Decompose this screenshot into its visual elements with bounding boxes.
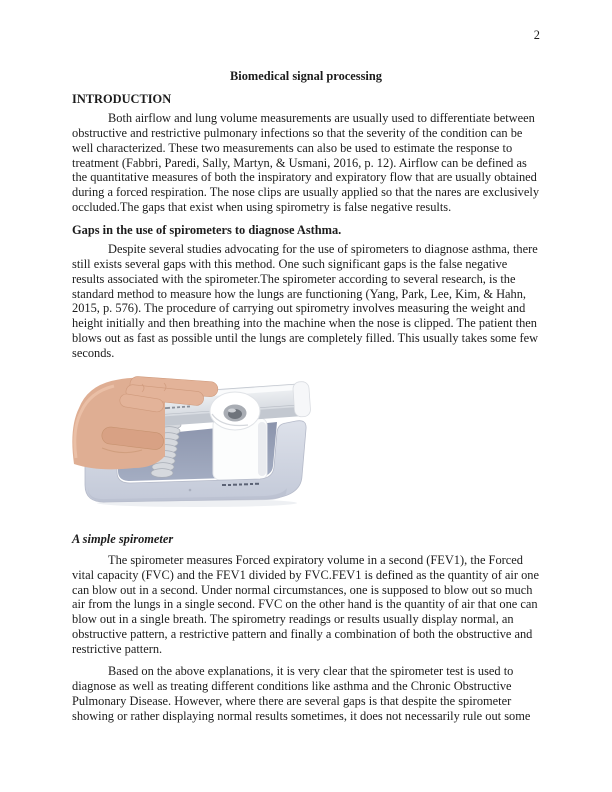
base-screw-dot (189, 489, 192, 492)
figure-caption: A simple spirometer (72, 532, 174, 547)
heading-gaps: Gaps in the use of spirometers to diagnose Asthma. (72, 222, 342, 237)
page-number: 2 (533, 28, 540, 42)
spirometer-photo-illustration (72, 368, 312, 508)
spirometer-figure (72, 368, 312, 508)
heading-introduction: INTRODUCTION (72, 91, 172, 106)
paragraph-fev-explanation: The spirometer measures Forced expiratory volume in a second (FEV1), the Forced vital capacity (FVC) and the FEV1 divided by FVC.FEV1 is defined as the quantity of air one can blow out in a second. Under normal circumstances, one is supposed to blow out so much air from the lungs in a single second. FVC on the other hand is the quantity of air that one can blow out in a single breath. The spirometry readings or results usually display normal, an obstructive pattern, a restrictive pattern and finally a combination of both the obstructive and restrictive pattern. (72, 553, 539, 656)
paragraph-spirometer-gaps: Despite several studies advocating for the use of spirometers to diagnose asthma, there still exists several gaps with this method. One such significant gaps is the false negative results associated with the spirometer.The spirometer according to several research, is the standard method to measure how the lungs are functioning (Yang, Park, Lee, Kim, & Hahn, 2015, p. 576). The procedure of carrying out spirometry involves measuring the weight and height initially and then breathing into the machine when the nose is clipped. The patient then blows out as fast as possible until the lungs are completely filled. This usually takes some few seconds. (72, 242, 539, 360)
paragraph-conclusion: Based on the above explanations, it is very clear that the spirometer test is used to diagnose as well as treating different conditions like asthma and the Chronic Obstructive Pulmonary Disease. However, where there are several gaps is that despite the spirometer showing or rather displaying normal results sometimes, it does not necessarily rule out some (72, 664, 531, 723)
paragraph-airflow: Both airflow and lung volume measurements are usually used to differentiate between obstructive and restrictive pulmonary infections so that the severity of the condition can be well characterized. These two measurements can also be used to estimate the response to treatment (Fabbri, Paredi, Sally, Martyn, & Usmani, 2016, p. 12). Airflow can be defined as the quantitative measures of both the inspiratory and expiratory flow that are usually obtained during a forced respiration. The nose clips are usually applied so that the nares are exclusively occluded.The gaps that exist when using spirometry is false negative results. (72, 111, 540, 214)
doc-title: Biomedical signal processing (230, 68, 382, 83)
mouthpiece-icon (210, 392, 260, 430)
